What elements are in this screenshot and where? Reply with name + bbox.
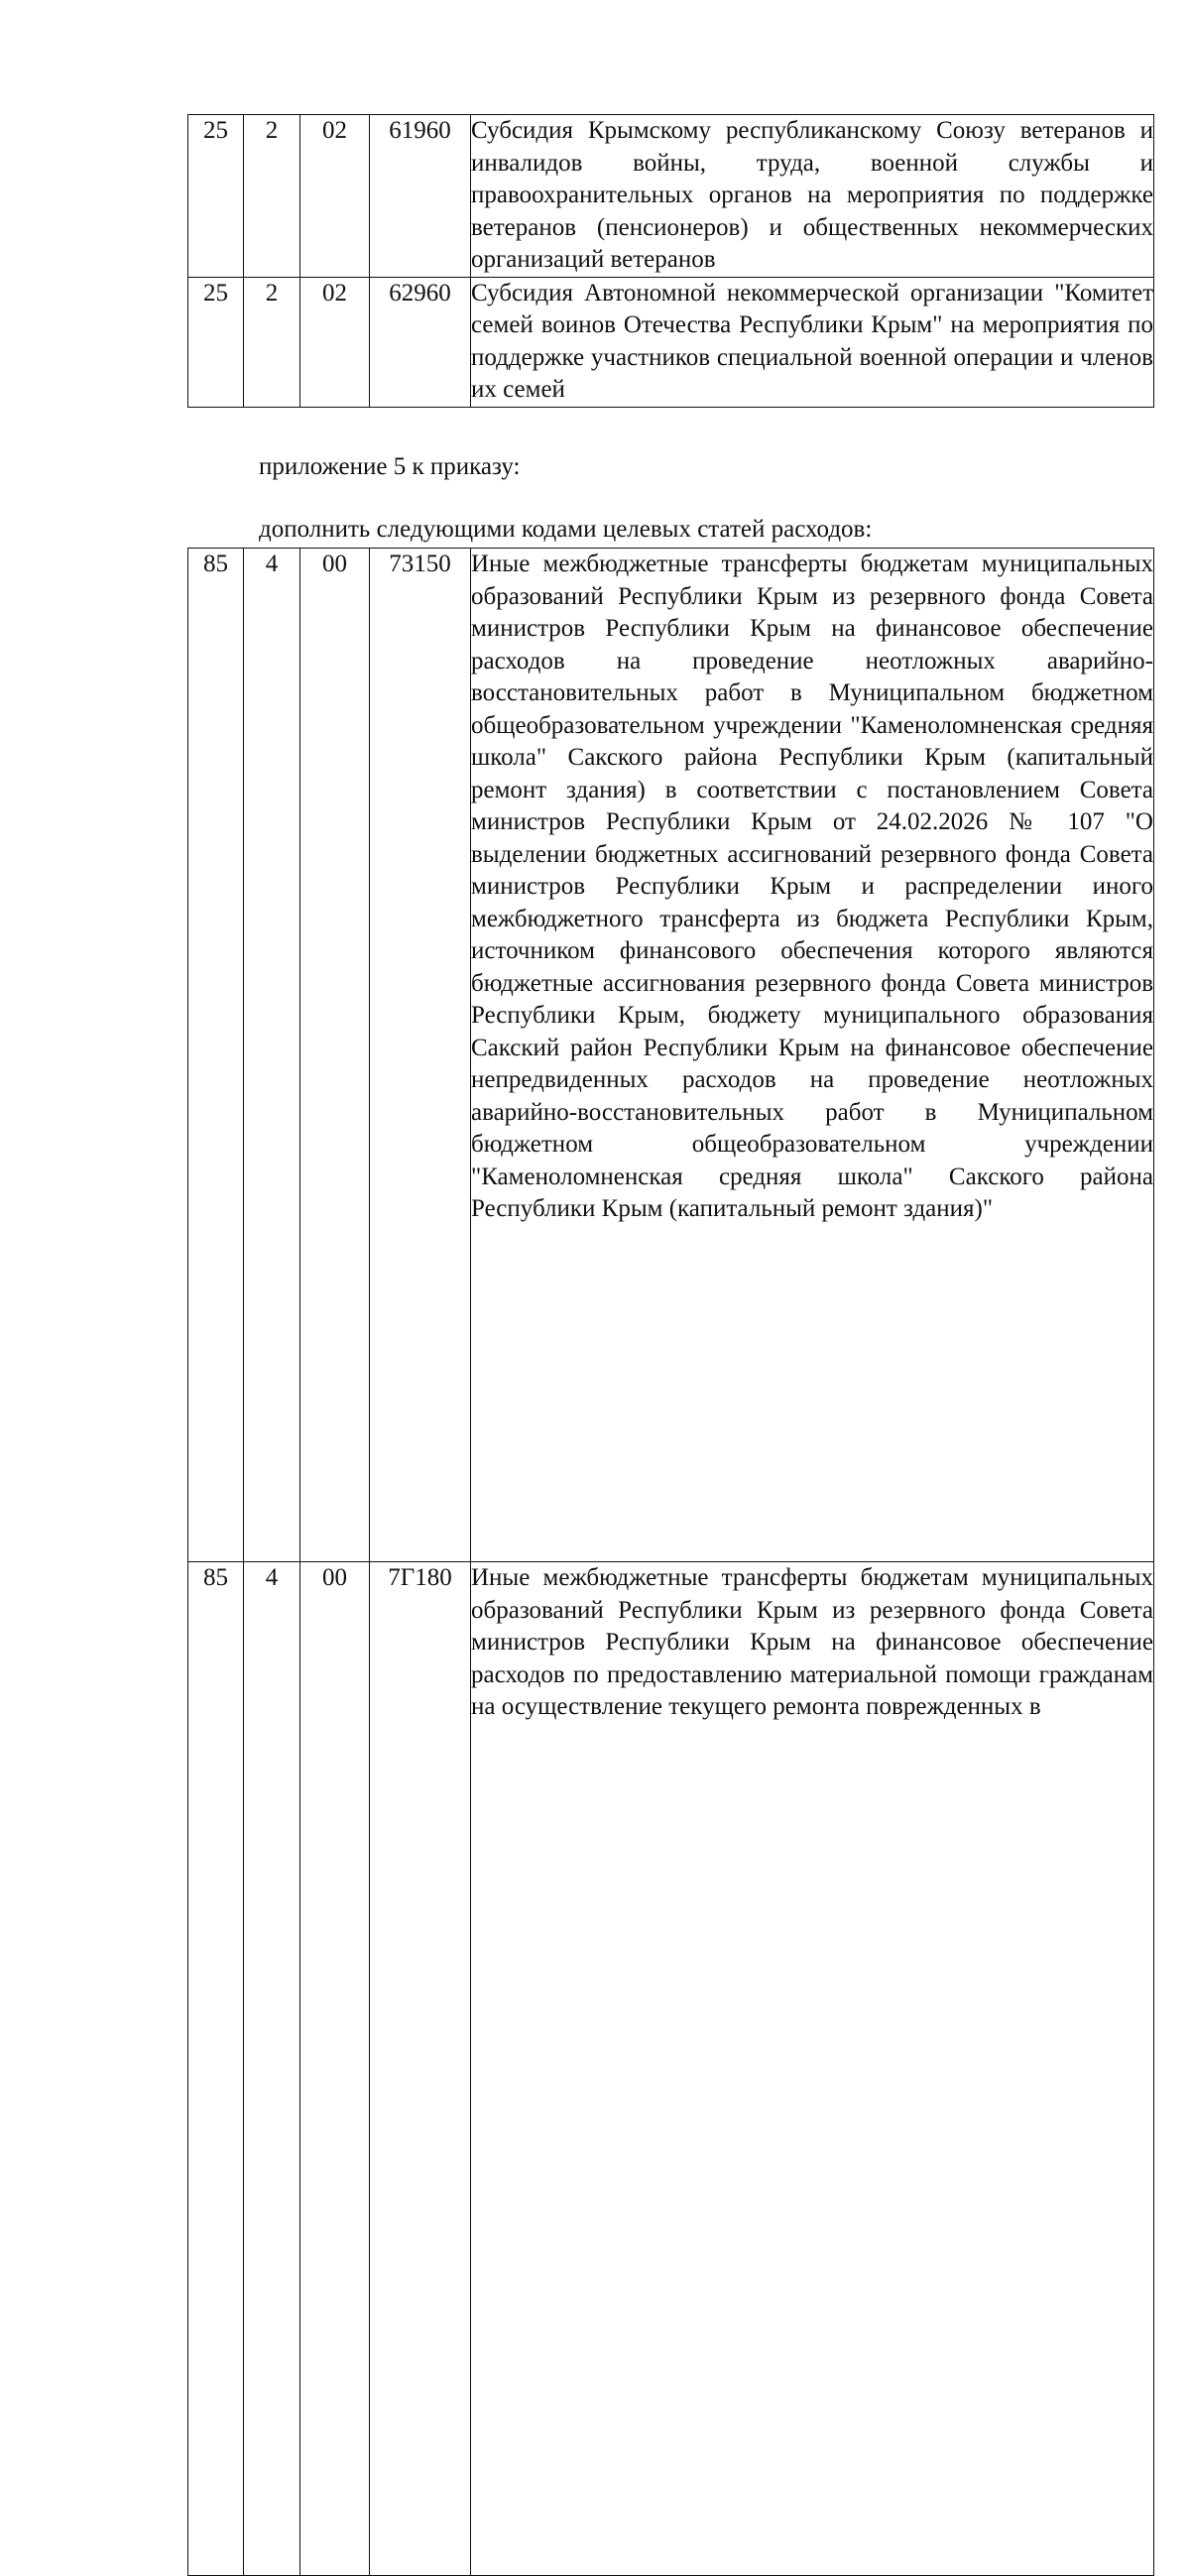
program-code-cell: 25	[188, 277, 244, 407]
program-code-cell: 25	[188, 115, 244, 278]
expense-direction-code-cell: 62960	[370, 277, 471, 407]
program-code-cell: 85	[188, 1562, 244, 2576]
expense-direction-code-cell: 73150	[370, 549, 471, 1562]
subprogram-code-cell: 4	[244, 1562, 300, 2576]
table-row	[188, 549, 1154, 1562]
annex-note: приложение 5 к приказу:	[259, 453, 521, 480]
subprogram-code-cell: 2	[244, 277, 300, 407]
expense-direction-code-cell: 61960	[370, 115, 471, 278]
expense-description-cell: Субсидия Автономной некоммерческой организации "Комитет семей воинов Отечества Республики Крым" на мероприятия по поддержке участников специальной военной операции и членов их семей	[471, 277, 1154, 407]
target-expense-codes-table-top	[187, 114, 1154, 408]
main-activity-code-cell: 00	[300, 1562, 370, 2576]
expense-direction-code-cell: 7Г180	[370, 1562, 471, 2576]
target-expense-codes-table-bottom	[187, 548, 1154, 2576]
expense-description-cell: Субсидия Крымскому республиканскому Союзу ветеранов и инвалидов войны, труда, военной службы и правоохранительных органов на мероприятия по поддержке ветеранов (пенсионеров) и общественных некоммерческих организаций ветеранов	[471, 115, 1154, 278]
program-code-cell: 85	[188, 549, 244, 1562]
expense-description-cell: Иные межбюджетные трансферты бюджетам муниципальных образований Республики Крым из резервного фонда Совета министров Республики Крым на финансовое обеспечение расходов по предоставлению материальной помощи гражданам на осуществление текущего ремонта поврежденных в	[471, 1562, 1154, 2576]
main-activity-code-cell: 00	[300, 549, 370, 1562]
table-row	[188, 277, 1154, 407]
supplement-note: дополнить следующими кодами целевых статей расходов:	[259, 516, 873, 543]
subprogram-code-cell: 4	[244, 549, 300, 1562]
main-activity-code-cell: 02	[300, 115, 370, 278]
subprogram-code-cell: 2	[244, 115, 300, 278]
table-row	[188, 1562, 1154, 2576]
table-row	[188, 115, 1154, 278]
expense-description-cell: Иные межбюджетные трансферты бюджетам муниципальных образований Республики Крым из резервного фонда Совета министров Республики Крым на финансовое обеспечение расходов на проведение неотложных аварийно-восстановительных работ в Муниципальном бюджетном общеобразовательном учреждении "Каменоломненская средняя школа" Сакского района Республики Крым (капитальный ремонт здания) в соответствии с постановлением Совета министров Республики Крым от 24.02.2026 № 107 "О выделении бюджетных ассигнований резервного фонда Совета министров Республики Крым и распределении иного межбюджетного трансферта из бюджета Республики Крым, источником финансового обеспечения которого являются бюджетные ассигнования резервного фонда Совета министров Республики Крым, бюджету муниципального образования Сакский район Республики Крым на финансовое обеспечение непредвиденных расходов на проведение неотложных аварийно-восстановительных работ в Муниципальном бюджетном общеобразовательном учреждении "Каменоломненская средняя школа" Сакского района Республики Крым (капитальный ремонт здания)"	[471, 549, 1154, 1562]
main-activity-code-cell: 02	[300, 277, 370, 407]
